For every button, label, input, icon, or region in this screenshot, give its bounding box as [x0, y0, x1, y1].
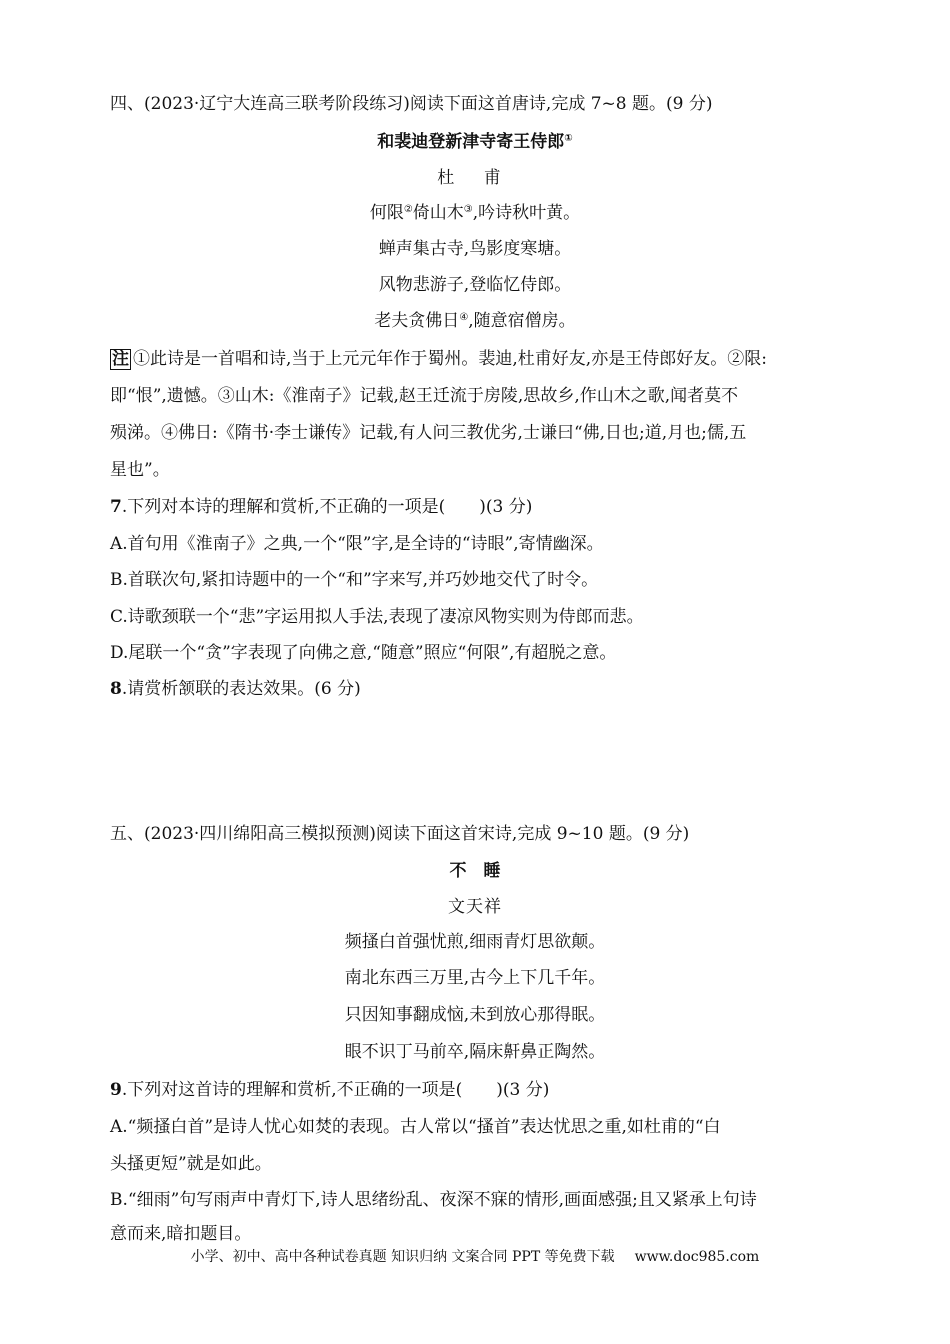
question-9: 9.下列对这首诗的理解和赏析,不正确的一项是( )(3 分) — [110, 1080, 550, 1100]
question-9-option-a-cont: 头搔更短”就是如此。 — [110, 1154, 272, 1174]
poem-line: 南北东西三万里,古今上下几千年。 — [344, 968, 606, 988]
poem-line: 风物悲游子,登临忆侍郎。 — [378, 275, 572, 295]
question-7-option-a: A.首句用《淮南子》之典,一个“限”字,是全诗的“诗眼”,寄情幽深。 — [110, 534, 604, 554]
question-7-option-d: D.尾联一个“贪”字表现了向佛之意,“随意”照应“何限”,有超脱之意。 — [110, 643, 617, 663]
question-9-option-b: B.“细雨”句写雨声中青灯下,诗人思绪纷乱、夜深不寐的情形,画面感强;且又紧承上句诗 — [110, 1190, 757, 1210]
poem-title-1: 和裴迪登新津寺寄王侍郎① — [377, 132, 573, 152]
page-footer — [0, 1246, 950, 1268]
poem-author-2: 文天祥 — [448, 897, 502, 917]
section-4-heading: 四、(2023·辽宁大连高三联考阶段练习)阅读下面这首唐诗,完成 7~8 题。(9 分) — [110, 94, 713, 114]
annotation-line: 星也”。 — [110, 460, 170, 480]
question-8: 8.请赏析颔联的表达效果。(6 分) — [110, 679, 361, 699]
footnote-ref: ① — [564, 133, 573, 144]
annotation-line: 即“恨”,遗憾。③山木:《淮南子》记载,赵王迁流于房陵,思故乡,作山木之歌,闻者莫不 — [110, 386, 739, 406]
poem-title-2: 不 睡 — [449, 861, 501, 881]
question-7-option-c: C.诗歌颈联一个“悲”字运用拟人手法,表现了凄凉风物实则为侍郎而悲。 — [110, 607, 644, 627]
footer-link[interactable]: www.doc985.com — [634, 1249, 760, 1265]
poem-line: 老夫贪佛日④,随意宿僧房。 — [374, 311, 576, 331]
question-7-option-b: B.首联次句,紧扣诗题中的一个“和”字来写,并巧妙地交代了时令。 — [110, 570, 599, 590]
poem-line: 眼不识丁马前卒,隔床鼾鼻正陶然。 — [344, 1042, 606, 1062]
question-7: 7.下列对本诗的理解和赏析,不正确的一项是( )(3 分) — [110, 497, 533, 517]
poem-line: 只因知事翻成恼,未到放心那得眠。 — [344, 1005, 606, 1025]
section-5-heading: 五、(2023·四川绵阳高三模拟预测)阅读下面这首宋诗,完成 9~10 题。(9 分) — [110, 824, 690, 844]
footer-text: 小学、初中、高中各种试卷真题 知识归纳 文案合同 PPT 等免费下载 — [190, 1249, 615, 1265]
question-9-option-a: A.“频搔白首”是诗人忧心如焚的表现。古人常以“搔首”表达忧思之重,如杜甫的“白 — [110, 1117, 721, 1137]
poem-line: 蝉声集古寺,鸟影度寒塘。 — [378, 239, 572, 259]
question-9-option-b-cont: 意而来,暗扣题目。 — [110, 1224, 252, 1244]
poem-line: 何限②倚山木③,吟诗秋叶黄。 — [369, 203, 581, 223]
poem-line: 频搔白首强忧煎,细雨青灯思欲颠。 — [344, 932, 606, 952]
annotation-line: 殒涕。④佛日:《隋书·李士谦传》记载,有人问三教优劣,士谦曰“佛,日也;道,月也;儒,五 — [110, 423, 747, 443]
poem-author-1: 杜 甫 — [437, 168, 513, 188]
annotation-line: 注 ①此诗是一首唱和诗,当于上元元年作于蜀州。裴迪,杜甫好友,亦是王侍郎好友。②限: — [112, 349, 767, 369]
note-label: 注 — [112, 349, 129, 369]
